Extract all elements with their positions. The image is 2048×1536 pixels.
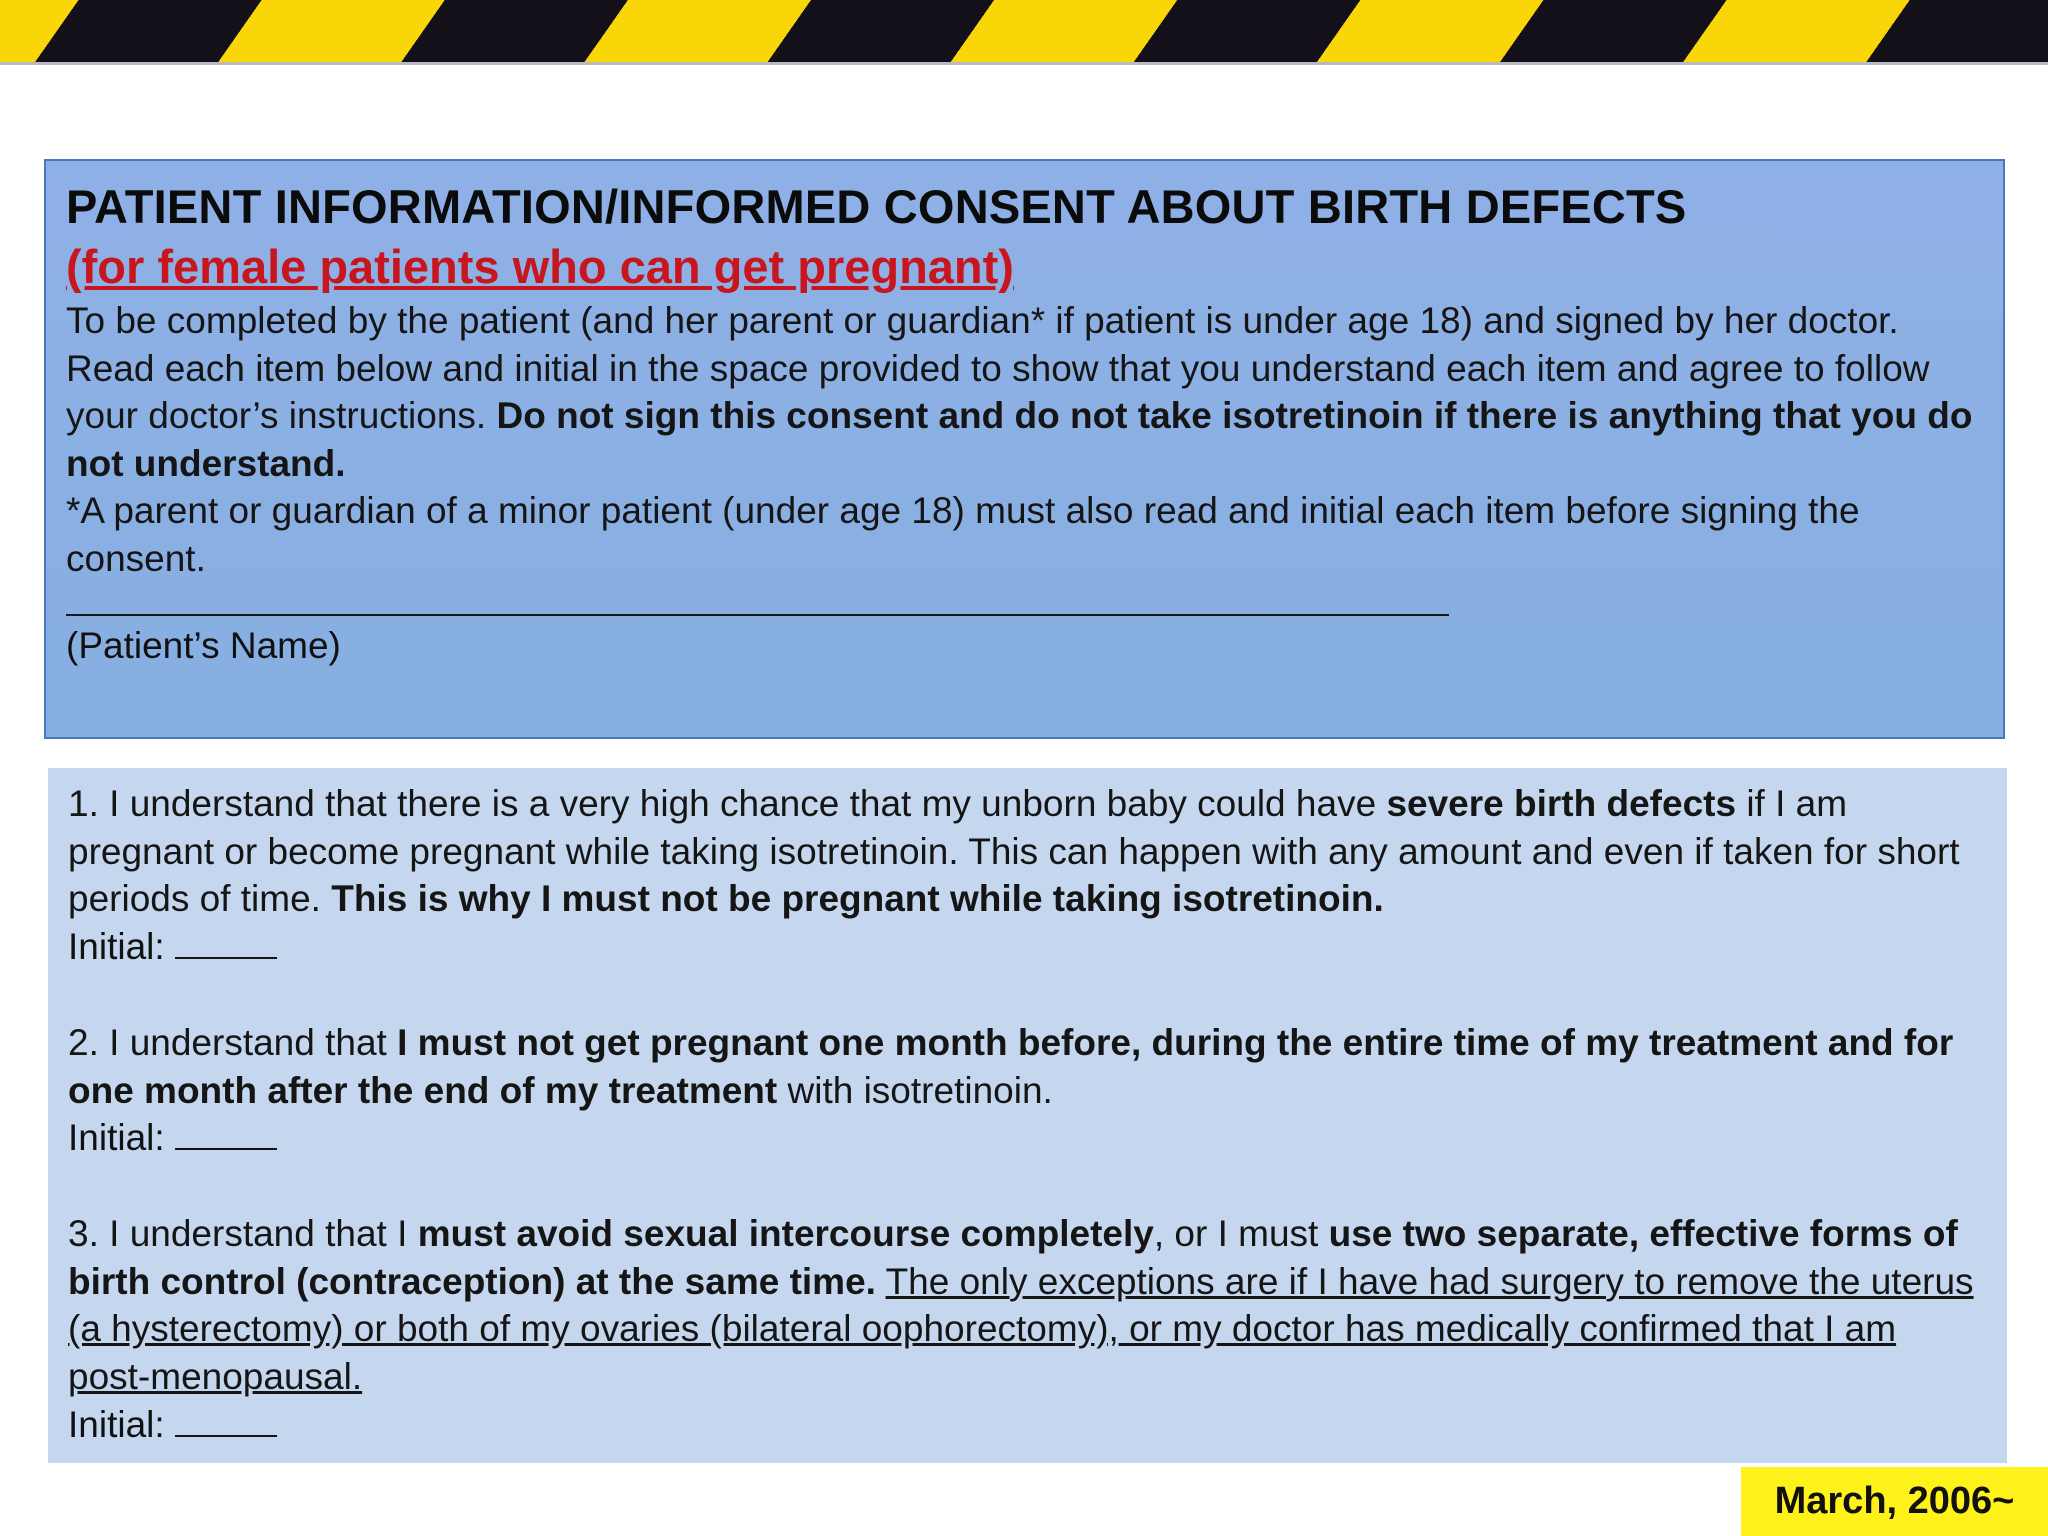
- guardian-note: *A parent or guardian of a minor patient (under age 18) must also read and initial each item before signing the consent.: [66, 490, 1860, 579]
- item-bold-text: I must not get pregnant one month before, during the entire time of my treatment and for one month after the end of my treatment: [68, 1021, 1954, 1111]
- initial-label: Initial:: [68, 926, 165, 968]
- read-instruction-text: Read each item below and initial in the space provided to show that you understand each item and agree to follow your doctor’s instructions.: [66, 347, 1930, 436]
- consent-item-2: [68, 1019, 1987, 1114]
- patient-name-line[interactable]: [66, 614, 1449, 616]
- item-text: if I am pregnant or become pregnant while taking isotretinoin. This can happen with any amount and even if taken for short periods of time.: [68, 783, 1960, 920]
- consent-items-panel: [48, 768, 2007, 1463]
- item-bold-text: use two separate, effective forms of birth control (contraception) at the same time.: [68, 1212, 1958, 1302]
- initial-field[interactable]: [175, 1405, 277, 1437]
- item-text: 3. I understand that I: [68, 1212, 418, 1254]
- hazard-stripe-banner: [0, 0, 2048, 64]
- page-title: PATIENT INFORMATION/INFORMED CONSENT ABOUT BIRTH DEFECTS: [66, 180, 1687, 233]
- date-badge: March, 2006~: [1741, 1467, 2048, 1536]
- read-warning-text: Do not sign this consent and do not take isotretinoin if there is anything that you do not understand.: [66, 395, 1973, 484]
- item-underlined-text: The only exceptions are if I have had surgery to remove the uterus (a hysterectomy) or both of my ovaries (bilateral oophorectomy), or my doctor has medically confirmed that I am post-menopausal.: [68, 1260, 1974, 1398]
- initial-row-3: [68, 1401, 1987, 1449]
- initial-field[interactable]: [175, 1118, 277, 1150]
- item-text: , or I must: [1153, 1212, 1329, 1254]
- consent-item-1: [68, 780, 1987, 923]
- item-bold-text: This is why I must not be pregnant while taking isotretinoin.: [331, 878, 1384, 920]
- page-subtitle: (for female patients who can get pregnant): [66, 240, 1014, 293]
- item-text: with isotretinoin.: [777, 1069, 1053, 1111]
- initial-row-2: [68, 1114, 1987, 1162]
- consent-item-3: [68, 1210, 1987, 1401]
- read-instruction-paragraph: [66, 345, 1983, 488]
- item-bold-text: must avoid sexual intercourse completely: [417, 1212, 1154, 1254]
- patient-name-label: (Patient’s Name): [66, 625, 341, 666]
- item-bold-text: severe birth defects: [1386, 783, 1737, 824]
- initial-field[interactable]: [175, 927, 277, 959]
- initial-label: Initial:: [68, 1403, 165, 1445]
- consent-header-panel: [44, 159, 2005, 739]
- item-text: 2. I understand that: [68, 1021, 398, 1063]
- item-text: 1. I understand that there is a very high chance that my unborn baby could have: [68, 783, 1387, 824]
- intro-text: To be completed by the patient (and her parent or guardian* if patient is under age 18) and signed by her doctor.: [66, 300, 1899, 341]
- initial-label: Initial:: [68, 1117, 165, 1159]
- banner-divider: [0, 62, 2048, 65]
- initial-row-1: [68, 923, 1987, 971]
